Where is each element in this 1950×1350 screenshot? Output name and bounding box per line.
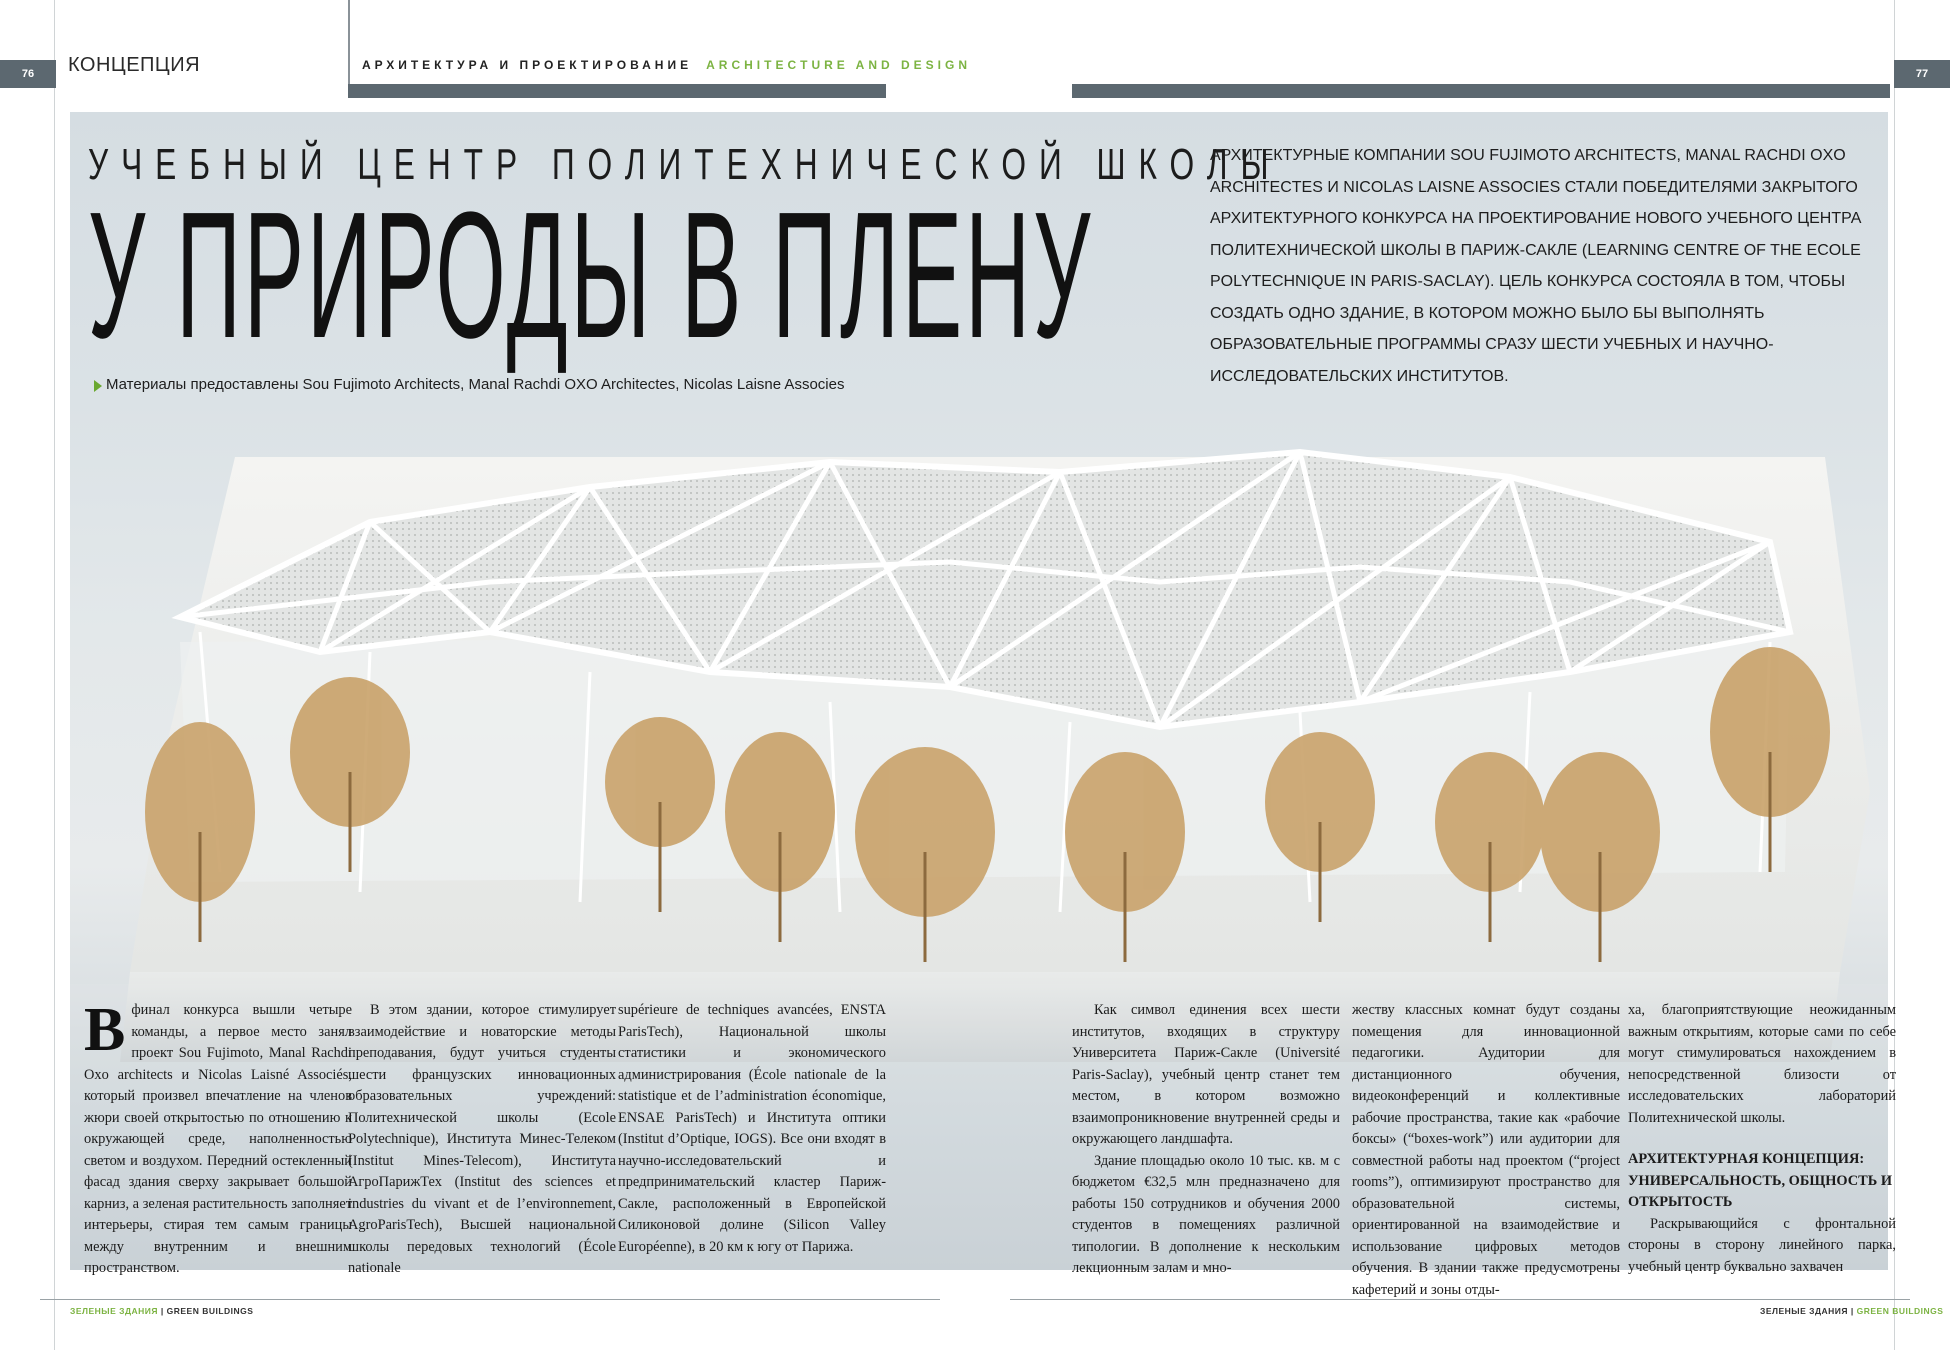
footer-title-ru: ЗЕЛЕНЫЕ ЗДАНИЯ xyxy=(1760,1306,1848,1316)
column-6 xyxy=(1628,1000,1896,1278)
column-1 xyxy=(84,996,352,1280)
article-headline: У ПРИРОДЫ В ПЛЕНУ xyxy=(88,175,1094,376)
magazine-section-title xyxy=(362,58,971,72)
footer-title-ru: ЗЕЛЕНЫЕ ЗДАНИЯ xyxy=(70,1306,158,1316)
footer-separator: | xyxy=(1848,1306,1857,1316)
column-2-text: В этом здании, которое стимулирует взаимодействие и новаторские методы преподавания, будут учиться студенты шести французских инновационных образовательных учреждений: Политехнической школы (Ecole Polytechnique), Института Минес-Телеком (Institut Mines-Telecom), Института АгроПарижТех (Institut des sciences et industries du vivant et de l’environnement, AgroParisTech), Высшей национальной школы передовых технологий (École nationale xyxy=(348,1002,616,1276)
drop-cap: В xyxy=(84,996,126,1064)
section-title-ru: АРХИТЕКТУРА И ПРОЕКТИРОВАНИЕ xyxy=(362,58,693,72)
crop-mark-left xyxy=(54,0,55,1350)
column-3-text: supérieure de techniques avancées, ENSTA ParisTech), Национальной школы статистики и экономического администрирования (École nationale de la statistique et de l’administration économique, ENSAE ParisTech) и Института оптики (Institut d’Optique, IOGS). Все они входят в научно-исследовательский и предпринимательский кластер Париж-Сакле, расположенный в Европейской Силиконовой долине (Silicon Valley Européenne), в 20 км к югу от Парижа. xyxy=(618,1002,886,1255)
article-kicker: УЧЕБНЫЙ ЦЕНТР ПОЛИТЕХНИЧЕСКОЙ ШКОЛЫ xyxy=(88,140,1282,189)
footer-rule-left xyxy=(40,1299,940,1300)
section-label: КОНЦЕПЦИЯ xyxy=(68,54,201,76)
header-bar-right xyxy=(1072,84,1890,98)
footer-rule-right xyxy=(1010,1299,1910,1300)
section-title-en: ARCHITECTURE AND DESIGN xyxy=(706,58,972,72)
column-5 xyxy=(1352,1000,1620,1301)
column-6-paragraph-2: Раскрывающийся с фронтальной стороны в сторону линейного парка, учебный центр буквально захвачен xyxy=(1628,1215,1896,1275)
photo-credit: Материалы предоставлены Sou Fujimoto Architects, Manal Rachdi OXO Architectes, Nicolas Laisne Associes xyxy=(106,376,845,393)
column-6-subheading: АРХИТЕКТУРНАЯ КОНЦЕПЦИЯ: УНИВЕРСАЛЬНОСТЬ, ОБЩНОСТЬ И ОТКРЫТОСТЬ xyxy=(1628,1151,1893,1210)
column-3 xyxy=(618,1000,886,1258)
article-lead: АРХИТЕКТУРНЫЕ КОМПАНИИ SOU FUJIMOTO ARCHITECTS, MANAL RACHDI OXO ARCHITECTES И NICOLAS LAISNE ASSOCIES СТАЛИ ПОБЕДИТЕЛЯМИ ЗАКРЫТОГО АРХИТЕКТУРНОГО КОНКУРСА НА ПРОЕКТИРОВАНИЕ НОВОГО УЧЕБНОГО ЦЕНТРА ПОЛИТЕХНИЧЕСКОЙ ШКОЛЫ В ПАРИЖ-САКЛЕ (LEARNING CENTRE OF THE ECOLE POLYTECHNIQUE IN PARIS-SACLAY). ЦЕЛЬ КОНКУРСА СОСТОЯЛА В ТОМ, ЧТОБЫ СОЗДАТЬ ОДНО ЗДАНИЕ, В КОТОРОМ МОЖНО БЫЛО БЫ ВЫПОЛНЯТЬ ОБРАЗОВАТЕЛЬНЫЕ ПРОГРАММЫ СРАЗУ ШЕСТИ УЧЕБНЫХ И НАУЧНО-ИССЛЕДОВАТЕЛЬСКИХ ИНСТИТУТОВ. xyxy=(1210,147,1862,385)
footer-title-en: GREEN BUILDINGS xyxy=(166,1306,254,1316)
header-divider xyxy=(348,0,350,96)
column-4 xyxy=(1072,1000,1340,1280)
page-number-right: 77 xyxy=(1894,60,1950,88)
column-5-text: жеству классных комнат будут созданы помещения для инновационной педагогики. Аудитории для дистанционного обучения, видеоконференций и коллективные рабочие пространства, такие как «рабочие боксы» (“boxes-work”) или аудитории для совместной работы над проектом (“project rooms”), оптимизируют пространство для образовательной системы, ориентированной на взаимодействие и использование цифровых методов обучения. В здании также предусмотрены кафетерий и зоны отды- xyxy=(1352,1002,1620,1298)
column-4-paragraph-2: Здание площадью около 10 тыс. кв. м с бюджетом €32,5 млн предназначено для работы 150 сотрудников и обучения 2000 студентов в помещениях различной типологии. В дополнение к нескольким лекционным залам и мно- xyxy=(1072,1152,1340,1276)
footer-magazine-name-left xyxy=(70,1306,253,1316)
column-6-paragraph-1: ха, благоприятствующие неожиданным важным открытиям, которые сами по себе могут стимулироваться нахождением в непосредственной близости от исследовательских лабораторий Политехнической школы. xyxy=(1628,1002,1896,1126)
header-bar-left xyxy=(348,84,886,98)
column-2 xyxy=(348,1000,616,1280)
credit-arrow-icon xyxy=(94,380,102,392)
footer-magazine-name-right xyxy=(1760,1306,1943,1316)
column-4-paragraph-1: Как символ единения всех шести институтов, входящих в структуру Университета Париж-Сакле (Université Paris-Saclay), учебный центр станет тем местом, в котором возможно взаимопроникновение внутренней среды и окружающего ландшафта. xyxy=(1072,1002,1340,1147)
footer-separator: | xyxy=(158,1306,167,1316)
footer-title-en: GREEN BUILDINGS xyxy=(1856,1306,1944,1316)
page-number-left: 76 xyxy=(0,60,56,88)
column-1-text: финал конкурса вышли четыре команды, а первое место занял проект Sou Fujimoto, Manal Rachdi Oxo architects и Nicolas Laisné Associés, который произвел впечатление на членов жюри своей открытостью по отношению к окружающей среде, наполненностью светом и воздухом. Передний остекленный фасад здания сверху закрывает большой карниз, а зеленая растительность заполняет интерьеры, стирая тем самым границы между внутренним и внешним пространством. xyxy=(84,1002,352,1276)
